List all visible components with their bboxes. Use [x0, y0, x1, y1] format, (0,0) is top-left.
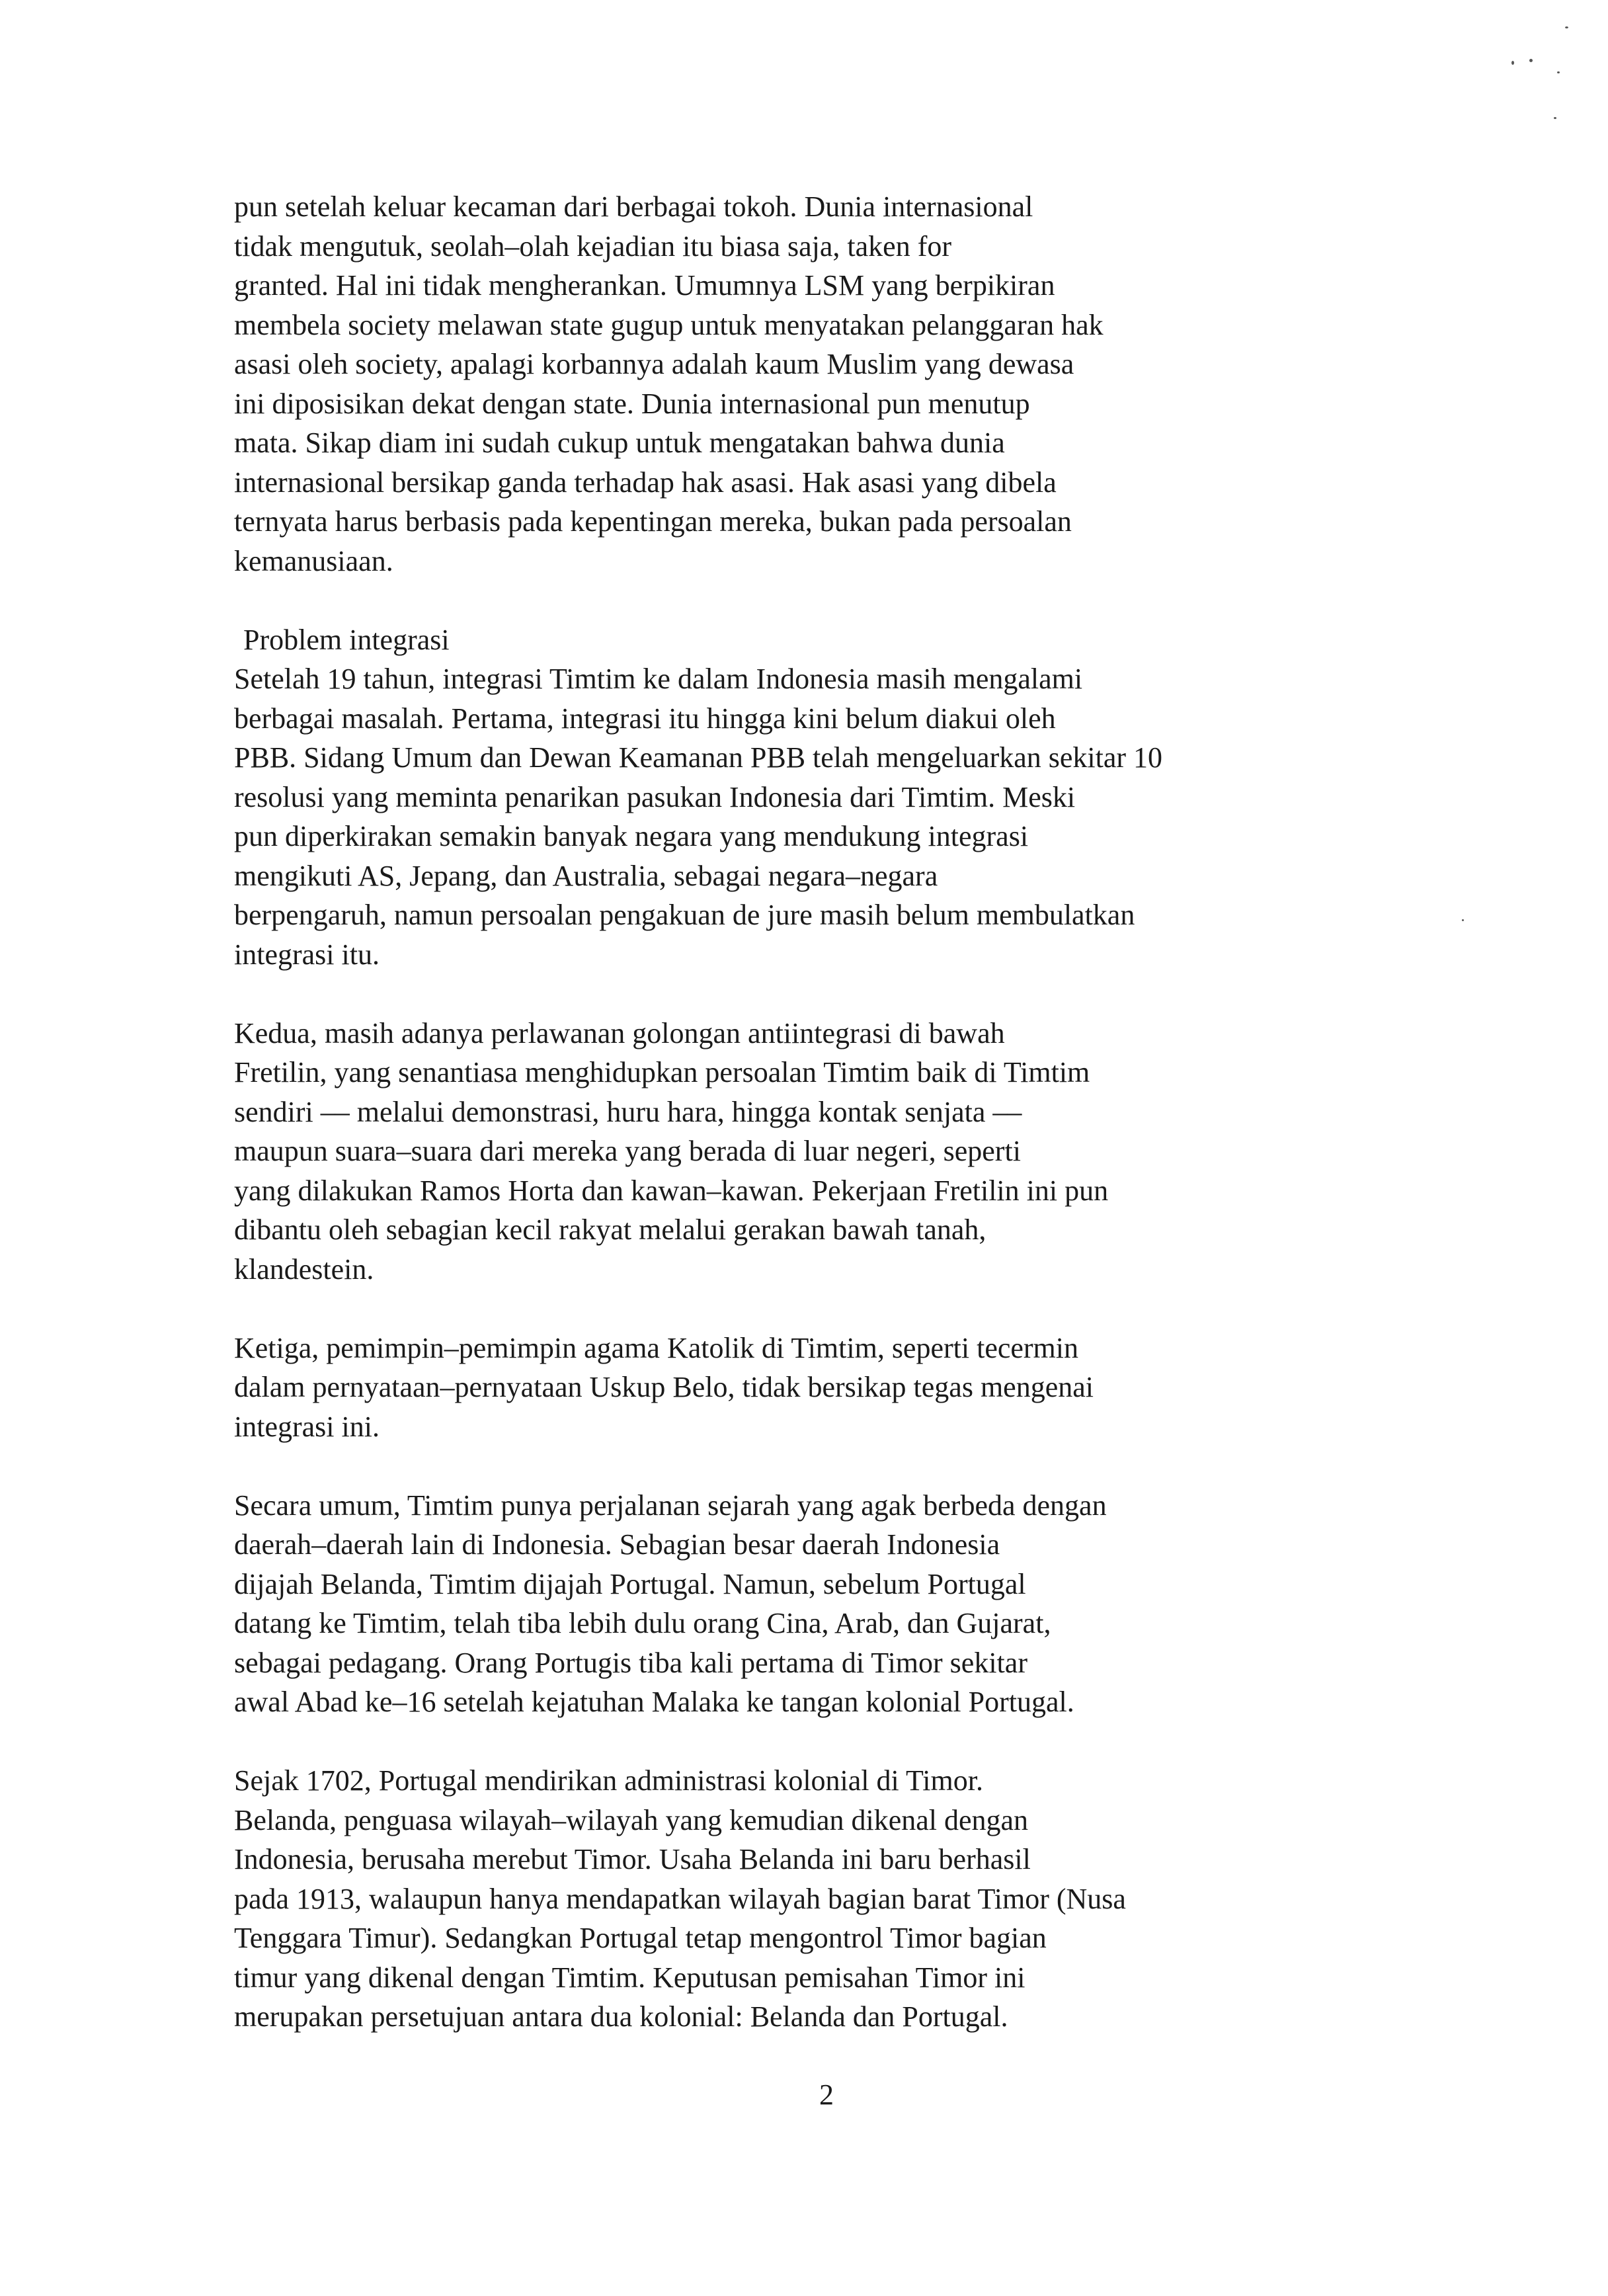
scan-speck	[1529, 59, 1533, 62]
text-line: pada 1913, walaupun hanya mendapatkan wilayah bagian barat Timor (Nusa	[234, 1882, 1126, 1915]
paragraph-spacer	[234, 581, 1345, 620]
paragraph-spacer	[234, 1289, 1345, 1329]
text-line: berpengaruh, namun persoalan pengakuan de jure masih belum membulatkan	[234, 899, 1135, 931]
text-line: membela society melawan state gugup untuk menyatakan pelanggaran hak	[234, 308, 1104, 341]
text-line: dijajah Belanda, Timtim dijajah Portugal. Namun, sebelum Portugal	[234, 1567, 1026, 1600]
paragraph	[234, 620, 1345, 975]
text-line: dibantu oleh sebagian kecil rakyat melalui gerakan bawah tanah,	[234, 1213, 986, 1246]
text-line: dalam pernyataan–pernyataan Uskup Belo, tidak bersikap tegas mengenai	[234, 1371, 1094, 1403]
paragraph	[234, 187, 1345, 581]
text-line: Indonesia, berusaha merebut Timor. Usaha Belanda ini baru berhasil	[234, 1843, 1031, 1875]
text-line: pun setelah keluar kecaman dari berbagai tokoh. Dunia internasional	[234, 190, 1033, 223]
text-line: resolusi yang meminta penarikan pasukan Indonesia dari Timtim. Meski	[234, 780, 1076, 813]
text-line: Kedua, masih adanya perlawanan golongan antiintegrasi di bawah	[234, 1016, 1005, 1049]
text-line: pun diperkirakan semakin banyak negara yang mendukung integrasi	[234, 820, 1029, 852]
text-line: merupakan persetujuan antara dua kolonial: Belanda dan Portugal.	[234, 2000, 1008, 2033]
page-number: 2	[819, 2078, 834, 2111]
scan-speck	[1554, 117, 1556, 119]
text-line: Tenggara Timur). Sedangkan Portugal tetap mengontrol Timor bagian	[234, 1922, 1047, 1954]
text-line: datang ke Timtim, telah tiba lebih dulu orang Cina, Arab, dan Gujarat,	[234, 1607, 1051, 1639]
scan-speck	[1511, 61, 1514, 65]
text-line: asasi oleh society, apalagi korbannya adalah kaum Muslim yang dewasa	[234, 348, 1074, 380]
text-line: timur yang dikenal dengan Timtim. Keputusan pemisahan Timor ini	[234, 1961, 1025, 1994]
text-line: ini diposisikan dekat dengan state. Dunia internasional pun menutup	[234, 387, 1030, 420]
text-line: Fretilin, yang senantiasa menghidupkan persoalan Timtim baik di Timtim	[234, 1056, 1090, 1088]
text-line: berbagai masalah. Pertama, integrasi itu hingga kini belum diakui oleh	[234, 702, 1056, 735]
text-line: mengikuti AS, Jepang, dan Australia, sebagai negara–negara	[234, 859, 938, 892]
paragraph-spacer	[234, 1722, 1345, 1762]
text-line: ternyata harus berbasis pada kepentingan mereka, bukan pada persoalan	[234, 505, 1072, 538]
scan-speck	[1557, 71, 1560, 73]
text-line: Secara umum, Timtim punya perjalanan sejarah yang agak berbeda dengan	[234, 1489, 1107, 1522]
text-line: mata. Sikap diam ini sudah cukup untuk mengatakan bahwa dunia	[234, 427, 1005, 459]
text-line: granted. Hal ini tidak mengherankan. Umumnya LSM yang berpikiran	[234, 269, 1055, 302]
section-heading: Problem integrasi	[243, 623, 450, 656]
text-line: Setelah 19 tahun, integrasi Timtim ke dalam Indonesia masih mengalami	[234, 663, 1083, 695]
text-line: internasional bersikap ganda terhadap hak asasi. Hak asasi yang dibela	[234, 466, 1057, 499]
paragraph	[234, 1329, 1345, 1447]
text-line: kemanusiaan.	[234, 544, 393, 577]
text-line: PBB. Sidang Umum dan Dewan Keamanan PBB telah mengeluarkan sekitar 10	[234, 741, 1163, 774]
text-line: tidak mengutuk, seolah–olah kejadian itu biasa saja, taken for	[234, 229, 952, 263]
paragraph-spacer	[234, 1446, 1345, 1486]
text-line: yang dilakukan Ramos Horta dan kawan–kawan. Pekerjaan Fretilin ini pun	[234, 1174, 1109, 1207]
scan-speck	[1462, 919, 1464, 921]
paragraph	[234, 1014, 1345, 1290]
text-line: maupun suara–suara dari mereka yang berada di luar negeri, seperti	[234, 1135, 1021, 1167]
text-line: daerah–daerah lain di Indonesia. Sebagian besar daerah Indonesia	[234, 1528, 1000, 1561]
text-line: sendiri –– melalui demonstrasi, huru hara, hingga kontak senjata ––	[234, 1095, 1022, 1128]
text-line: Belanda, penguasa wilayah–wilayah yang kemudian dikenal dengan	[234, 1803, 1029, 1836]
text-line: integrasi ini.	[234, 1410, 380, 1443]
paragraph	[234, 1486, 1345, 1722]
text-line: Sejak 1702, Portugal mendirikan administrasi kolonial di Timor.	[234, 1764, 983, 1797]
paragraph	[234, 1761, 1345, 2037]
body-text	[234, 187, 1345, 2037]
paragraph-spacer	[234, 974, 1345, 1014]
text-line: integrasi itu.	[234, 938, 380, 971]
text-line: Ketiga, pemimpin–pemimpin agama Katolik di Timtim, seperti tecermin	[234, 1331, 1079, 1364]
text-line: sebagai pedagang. Orang Portugis tiba kali pertama di Timor sekitar	[234, 1646, 1027, 1679]
text-line: klandestein.	[234, 1252, 374, 1286]
scan-speck	[1565, 26, 1568, 28]
text-line: awal Abad ke–16 setelah kejatuhan Malaka ke tangan kolonial Portugal.	[234, 1686, 1074, 1718]
